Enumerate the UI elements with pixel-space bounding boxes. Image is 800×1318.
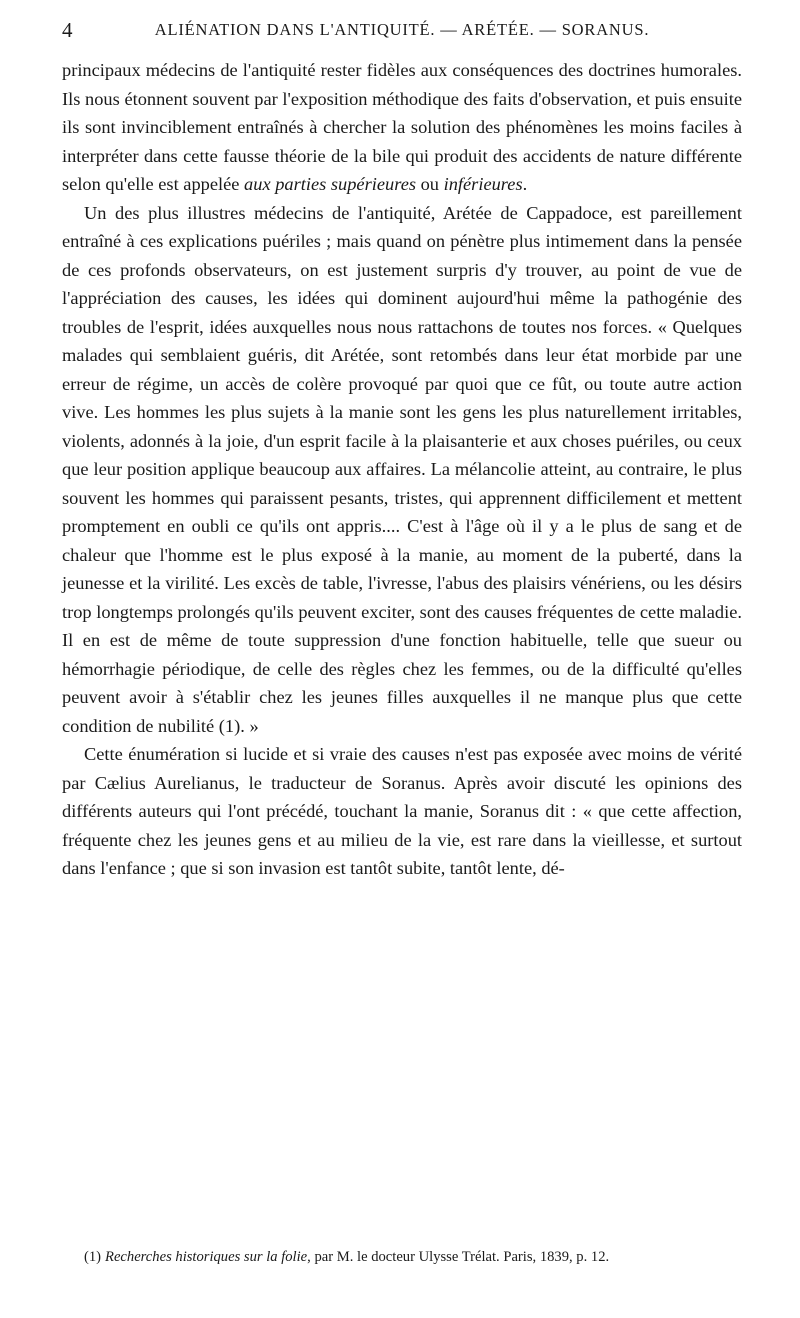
footnote-title: Recherches historiques sur la folie <box>105 1249 308 1265</box>
body-text <box>62 56 742 883</box>
running-title: ALIÉNATION DANS L'ANTIQUITÉ. — ARÉTÉE. — SORANUS. <box>154 20 650 39</box>
italic-phrase-2: inférieures <box>443 174 523 194</box>
page-header <box>62 16 742 50</box>
paragraph-1-end: . <box>522 174 528 194</box>
paragraph-1 <box>62 56 742 199</box>
paragraph-1-text: principaux médecins de l'antiquité rester fidèles aux conséquences des doctrines humorales. Ils nous étonnent souvent par l'exposition méthodique des faits d'observation, et puis ensuite ils sont invinciblement entraînés à chercher la solution des phénomènes les moins faciles à interpréter dans cette fausse théorie de la bile qui produit des accidents de nature différente selon qu'elle est appelée <box>62 60 742 194</box>
paragraph-2: Un des plus illustres médecins de l'antiquité, Arétée de Cappadoce, est pareillement entraîné à ces explications puériles ; mais quand on pénètre plus intimement dans la pensée de ces profonds observateurs, on est justement surpris d'y trouver, au point de vue de l'appréciation des causes, les idées qui dominent aujourd'hui même la pathogénie des troubles de l'esprit, idées auxquelles nous nous rattachons de toutes nos forces. « Quelques malades qui semblaient guéris, dit Arétée, sont retombés dans leur état morbide par une erreur de régime, un accès de colère provoqué par quoi que ce fût, ou toute autre action vive. Les hommes les plus sujets à la manie sont les gens les plus naturellement irritables, violents, adonnés à la joie, d'un esprit facile à la plaisanterie et aux choses puériles, ou ceux que leur position applique beaucoup aux affaires. La mélancolie atteint, au contraire, le plus souvent les hommes qui paraissent pesants, tristes, qui apprennent difficilement et mettent promptement en oubli ce qu'ils ont appris.... C'est à l'âge où il y a le plus de sang et de chaleur que l'homme est le plus exposé à la manie, au moment de la puberté, dans la jeunesse et la virilité. Les excès de table, l'ivresse, l'abus des plaisirs vénériens, ou les désirs trop longtemps prolongés qu'ils peuvent exciter, sont des causes fréquentes de cette maladie. Il en est de même de toute suppression d'une fonction habituelle, telle que sueur ou hémorrhagie périodique, de celle des règles chez les femmes, ou de la difficulté qu'elles peuvent avoir à s'établir chez les jeunes filles auxquelles il ne manque plus que cette condition de nubilité (1). » <box>62 202 742 736</box>
footnote <box>62 1247 742 1267</box>
page-number: 4 <box>62 18 73 42</box>
italic-phrase-1: aux parties supérieures <box>244 174 417 194</box>
paragraph-3: Cette énumération si lucide et si vraie des causes n'est pas exposée avec moins de vérité par Cælius Aurelianus, le traducteur de Soranus. Après avoir discuté les opinions des différents auteurs qui l'ont précédé, touchant la manie, Soranus dit : « que cette affection, fréquente chez les jeunes gens et au milieu de la vie, est rare dans la vieillesse, et surtout dans l'enfance ; que si son invasion est tantôt subite, tantôt lente, dé- <box>62 744 742 878</box>
paragraph-1-connector: ou <box>416 174 444 194</box>
footnote-number: (1) <box>84 1249 102 1265</box>
footnote-citation: , par M. le docteur Ulysse Trélat. Paris, 1839, p. 12. <box>307 1249 610 1265</box>
